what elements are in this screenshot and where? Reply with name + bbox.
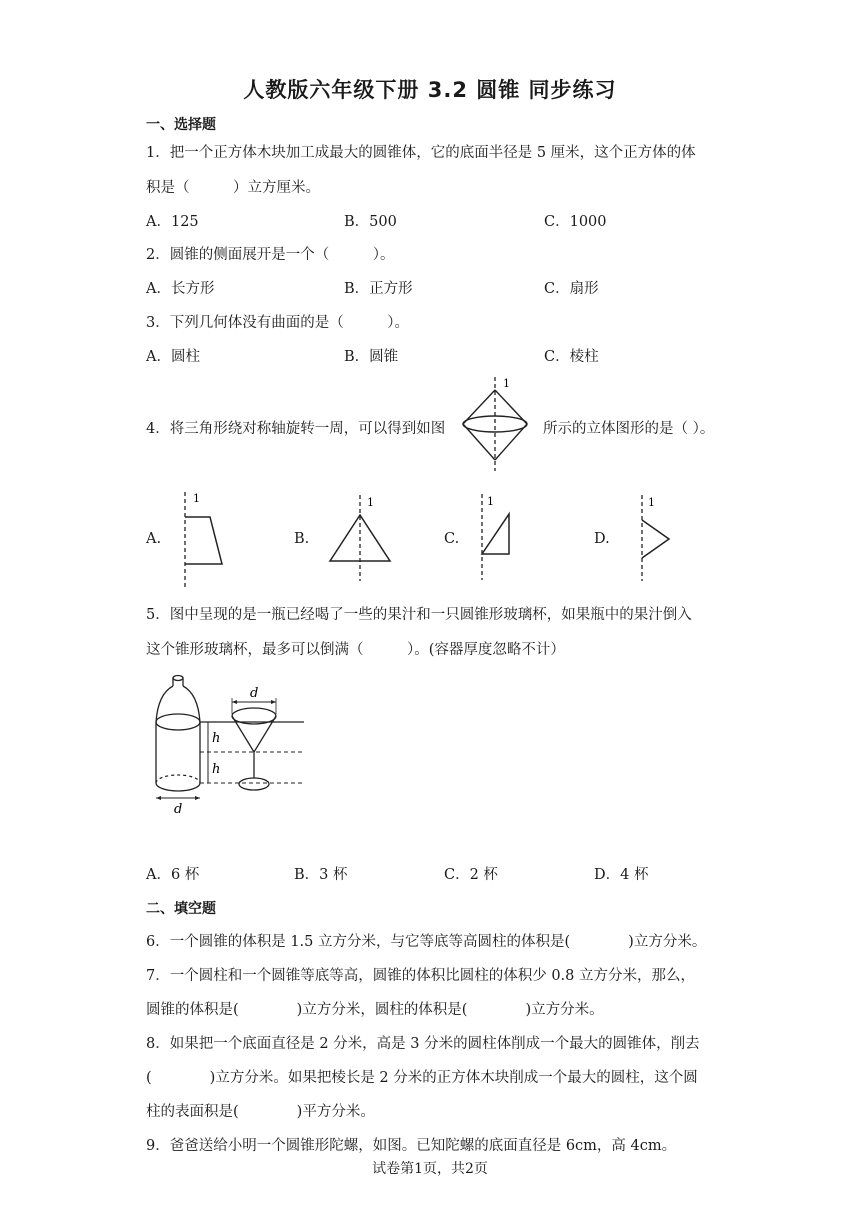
question-5-option-d: D．4 杯 (594, 867, 649, 883)
page-footer: 试卷第1页，共2页 (372, 1161, 488, 1177)
question-4-option-d: D. (594, 531, 610, 547)
question-9-text: 9．爸爸送给小明一个圆锥形陀螺，如图。已知陀螺的底面直径是 6cm，高 4cm。 (146, 1138, 677, 1154)
option-b-triangle-figure (325, 493, 395, 583)
question-3-text: 3．下列几何体没有曲面的是（ ）。 (146, 315, 409, 331)
question-7-line-1: 7．一个圆柱和一个圆锥等底等高，圆锥的体积比圆柱的体积少 0.8 立方分米，那么， (146, 968, 696, 984)
section-heading-fill-in: 二、填空题 (146, 901, 216, 917)
section-heading-choice: 一、选择题 (146, 117, 216, 133)
question-5-line-1: 5．图中呈现的是一瓶已经喝了一些的果汁和一只圆锥形玻璃杯，如果瓶中的果汁倒入 (146, 607, 692, 623)
page-title: 人教版六年级下册 3.2 圆锥 同步练习 (243, 78, 617, 102)
question-8-line-3: 柱的表面积是( )平方分米。 (146, 1104, 375, 1120)
question-7-line-2: 圆锥的体积是( )立方分米，圆柱的体积是( )立方分米。 (146, 1002, 604, 1018)
question-2-option-a: A．长方形 (146, 281, 215, 297)
question-5-option-b: B．3 杯 (294, 867, 348, 883)
question-1-line-1: 1．把一个正方体木块加工成最大的圆锥体，它的底面半径是 5 厘米，这个正方体的体 (146, 145, 696, 161)
question-1-option-b: B．500 (344, 214, 397, 230)
svg-text:1: 1 (487, 495, 494, 508)
double-cone-figure (455, 375, 535, 475)
question-1-option-c: C．1000 (544, 214, 607, 230)
glass-diameter-label: d (250, 686, 259, 701)
question-2-option-c: C．扇形 (544, 281, 599, 297)
question-2-text: 2．圆锥的侧面展开是一个（ ）。 (146, 247, 395, 263)
question-4-text-before: 4．将三角形绕对称轴旋转一周，可以得到如图 (146, 421, 446, 437)
question-5-option-c: C．2 杯 (444, 867, 498, 883)
bottle-diameter-label: d (174, 802, 183, 817)
height-label-lower: h (212, 762, 221, 777)
question-4-text-after: 所示的立体图形的是（ ）。 (543, 421, 715, 437)
bottle-and-cone-glass-figure (150, 670, 310, 820)
question-8-line-1: 8．如果把一个底面直径是 2 分米，高是 3 分米的圆柱体削成一个最大的圆锥体，削去 (146, 1036, 700, 1052)
question-3-option-b: B．圆锥 (344, 349, 399, 365)
svg-text:1: 1 (193, 492, 200, 505)
svg-text:1: 1 (648, 496, 655, 509)
question-5-option-a: A．6 杯 (146, 867, 200, 883)
question-2-option-b: B．正方形 (344, 281, 413, 297)
question-8-line-2: ( )立方分米。如果把棱长是 2 分米的正方体木块削成一个最大的圆柱，这个圆 (146, 1070, 698, 1086)
question-1-line-2: 积是（ ）立方厘米。 (146, 180, 320, 196)
svg-text:1: 1 (367, 496, 374, 509)
axis-label: 1 (503, 377, 510, 390)
question-6-text: 6．一个圆锥的体积是 1.5 立方分米，与它等底等高圆柱的体积是( )立方分米。 (146, 934, 707, 950)
option-a-trapezoid-figure (175, 490, 230, 590)
height-label-upper: h (212, 731, 221, 746)
question-3-option-a: A．圆柱 (146, 349, 200, 365)
question-4-option-c: C. (444, 531, 460, 547)
option-d-triangle-figure (635, 493, 680, 583)
question-1-option-a: A．125 (146, 214, 199, 230)
question-5-line-2: 这个锥形玻璃杯，最多可以倒满（ ）。(容器厚度忽略不计） (146, 642, 565, 658)
question-4-option-a: A. (146, 531, 162, 547)
question-3-option-c: C．棱柱 (544, 349, 599, 365)
question-4-option-b: B. (294, 531, 310, 547)
option-c-right-triangle-figure (475, 492, 525, 582)
